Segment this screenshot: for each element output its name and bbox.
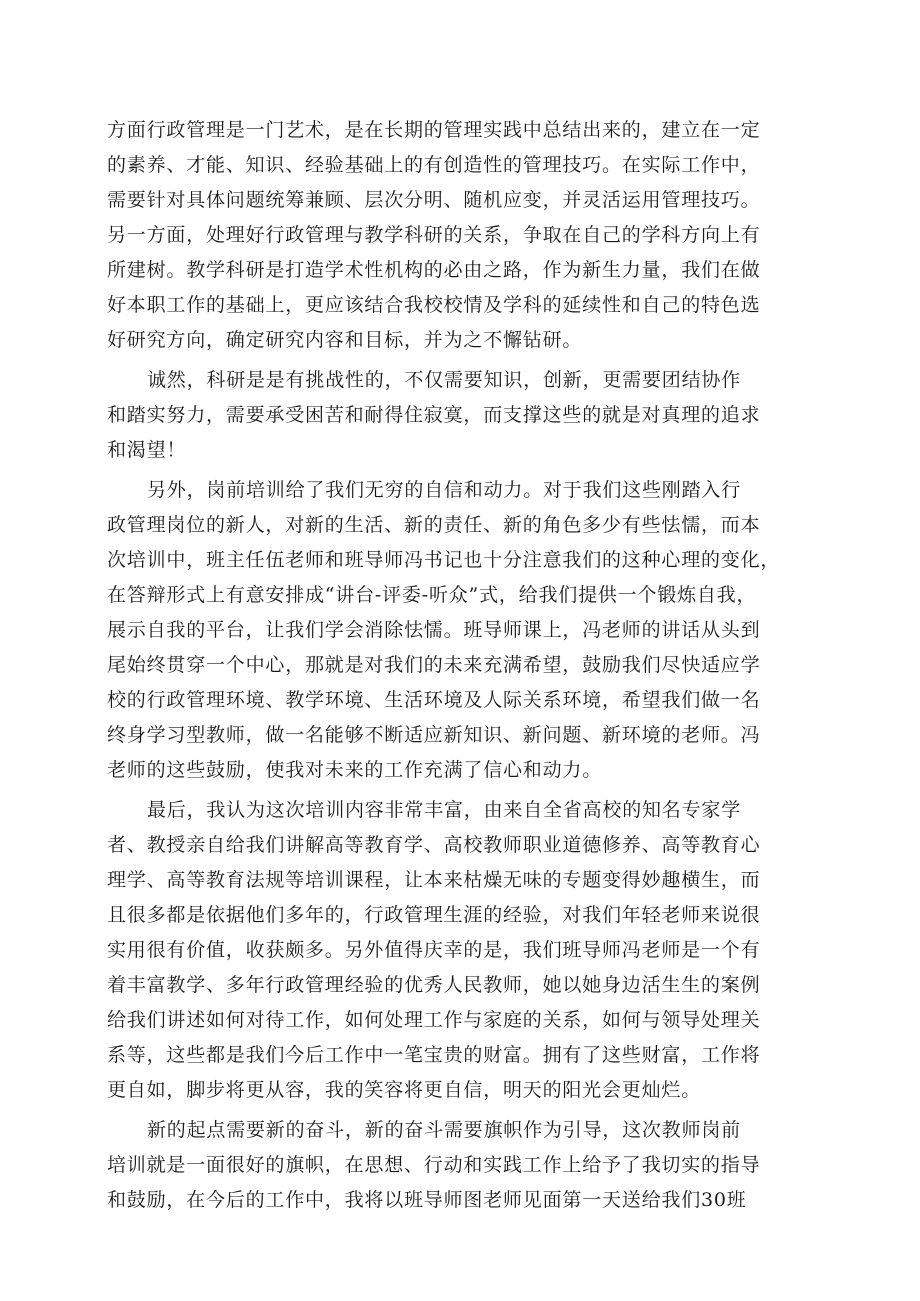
paragraph-5-line-1: 新的起点需要新的奋斗，新的奋斗需要旗帜作为引导，这次教师岗前 [147,1119,742,1141]
paragraph-1-line-7: 好研究方向，确定研究内容和目标，并为之不懈钻研。 [107,329,583,351]
paragraph-4-line-7: 给我们讲述如何对待工作，如何处理工作与家庭的关系，如何与领导处理关 [107,1009,761,1031]
paragraph-1-line-5: 所建树。教学科研是打造学术性机构的必由之路，作为新生力量，我们在做 [107,259,761,281]
paragraph-3-line-4: 在答辩形式上有意安排成“讲台-评委-听众”式，给我们提供一个锻炼自我， [107,584,757,606]
paragraph-3-line-7: 校的行政管理环境、教学环境、生活环境及人际关系环境，希望我们做一名 [107,689,761,711]
paragraph-1-line-4: 另一方面，处理好行政管理与教学科研的关系，争取在自己的学科方向上有 [107,224,761,246]
paragraph-3-line-6: 尾始终贯穿一个中心，那就是对我们的未来充满希望，鼓励我们尽快适应学 [107,654,761,676]
paragraph-4-line-9: 更自如，脚步将更从容，我的笑容将更自信，明天的阳光会更灿烂。 [107,1079,702,1101]
paragraph-3-line-9: 老师的这些鼓励，使我对未来的工作充满了信心和动力。 [107,759,603,781]
paragraph-1-line-1: 方面行政管理是一门艺术，是在长期的管理实践中总结出来的，建立在一定 [107,119,761,141]
paragraph-3-line-2: 政管理岗位的新人，对新的生活、新的责任、新的角色多少有些怯懦，而本 [107,514,761,536]
paragraph-3-line-1: 另外，岗前培训给了我们无穷的自信和动力。对于我们这些刚踏入行 [147,479,742,501]
paragraph-4-line-4: 且很多都是依据他们多年的，行政管理生涯的经验，对我们年轻老师来说很 [107,904,761,926]
paragraph-4-line-6: 着丰富教学、多年行政管理经验的优秀人民教师，她以她身边活生生的案例 [107,974,761,996]
paragraph-1-line-2: 的素养、才能、知识、经验基础上的有创造性的管理技巧。在实际工作中， [107,154,761,176]
paragraph-4-line-5: 实用很有价值，收获颇多。另外值得庆幸的是，我们班导师冯老师是一个有 [107,939,761,961]
paragraph-1-line-3: 需要针对具体问题统筹兼顾、层次分明、随机应变，并灵活运用管理技巧。 [107,189,761,211]
paragraph-1-line-6: 好本职工作的基础上，更应该结合我校校情及学科的延续性和自己的特色选 [107,294,761,316]
paragraph-4-line-3: 理学、高等教育法规等培训课程，让本来枯燥无味的专题变得妙趣横生，而 [107,869,761,891]
paragraph-5-line-3: 和鼓励，在今后的工作中，我将以班导师图老师见面第一天送给我们30班 [107,1189,747,1211]
paragraph-3-line-3: 次培训中，班主任伍老师和班导师冯书记也十分注意我们的这种心理的变化， [107,549,781,571]
paragraph-2-line-3: 和渴望！ [107,439,187,461]
paragraph-2-line-1: 诚然，科研是是有挑战性的，不仅需要知识，创新，更需要团结协作 [147,369,742,391]
paragraph-2-line-2: 和踏实努力，需要承受困苦和耐得住寂寞，而支撑这些的就是对真理的追求 [107,404,761,426]
paragraph-3-line-8: 终身学习型教师，做一名能够不断适应新知识、新问题、新环境的老师。冯 [107,724,761,746]
paragraph-4-line-1: 最后，我认为这次培训内容非常丰富，由来自全省高校的知名专家学 [147,799,742,821]
paragraph-4-line-8: 系等，这些都是我们今后工作中一笔宝贵的财富。拥有了这些财富，工作将 [107,1044,761,1066]
paragraph-3-line-5: 展示自我的平台，让我们学会消除怯懦。班导师课上，冯老师的讲话从头到 [107,619,761,641]
paragraph-4-line-2: 者、教授亲自给我们讲解高等教育学、高校教师职业道德修养、高等教育心 [107,834,761,856]
paragraph-5-line-2: 培训就是一面很好的旗帜，在思想、行动和实践工作上给予了我切实的指导 [107,1154,761,1176]
